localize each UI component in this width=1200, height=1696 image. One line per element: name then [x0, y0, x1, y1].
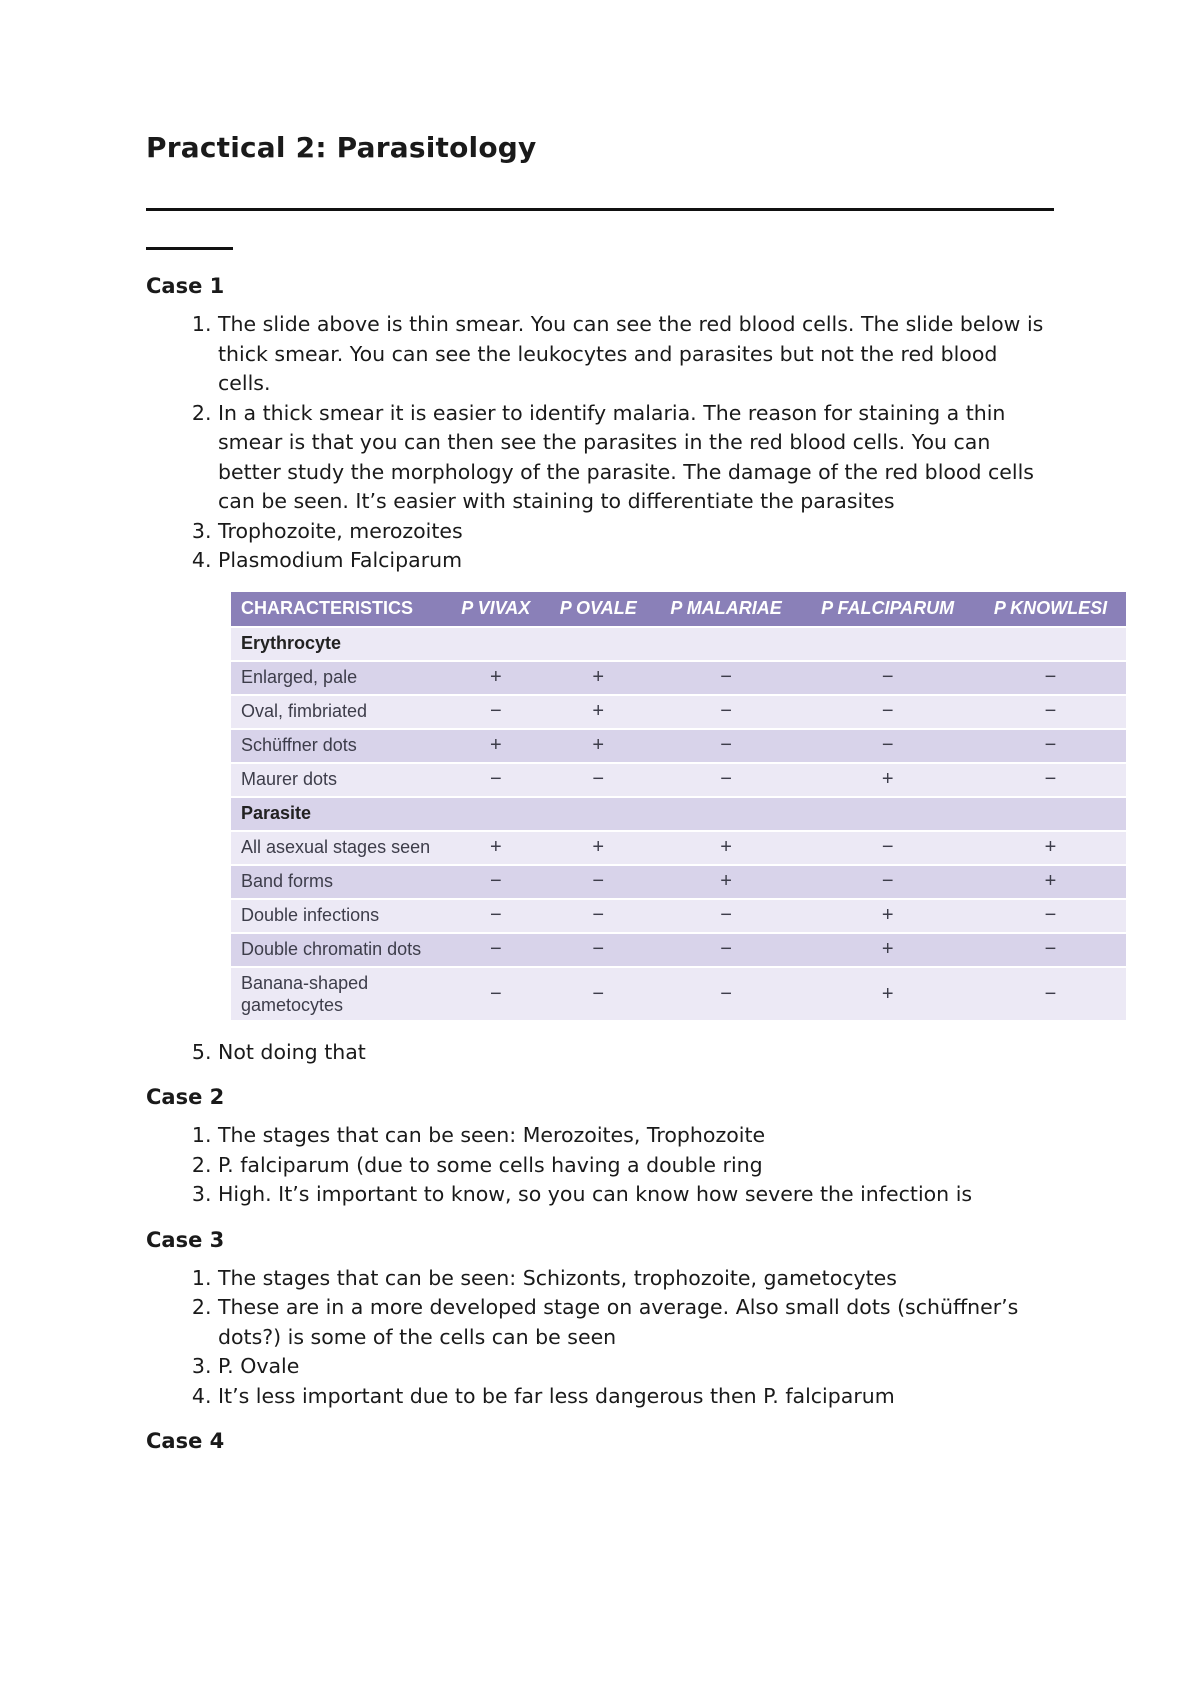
row-label: Double infections — [231, 900, 447, 932]
list-item: 4. It’s less important due to be far less dangerous then P. falciparum — [218, 1382, 1056, 1412]
list-item: 1. The slide above is thin smear. You can see the red blood cells. The slide below is thick smear. You can see the leukocytes and parasites but not the red blood cells. — [218, 310, 1056, 399]
table-header-cell: P FALCIPARUM — [800, 592, 975, 626]
table-row — [231, 866, 1126, 898]
table-cell: + — [652, 866, 801, 898]
list-item: 1. The stages that can be seen: Merozoites, Trophozoite — [218, 1121, 1056, 1151]
table-cell: − — [545, 764, 652, 796]
table-row — [231, 696, 1126, 728]
table-cell: − — [652, 662, 801, 694]
table-cell: − — [545, 934, 652, 966]
table-cell: − — [652, 968, 801, 1020]
table-cell: − — [652, 900, 801, 932]
table-cell: + — [447, 730, 545, 762]
title-rule — [146, 208, 1054, 211]
table-cell: − — [800, 832, 975, 864]
table-row — [231, 764, 1126, 796]
table-row — [231, 662, 1126, 694]
list-item: 2. In a thick smear it is easier to identify malaria. The reason for staining a thin smear is that you can then see the parasites in the red blood cells. You can better study the morphology of the parasite. The damage of the red blood cells can be seen. It’s easier with staining to differentiate the parasites — [218, 399, 1056, 517]
table-cell: + — [800, 968, 975, 1020]
table-cell: + — [800, 900, 975, 932]
case-1-answers-continued — [146, 1038, 1056, 1068]
table-section-row — [231, 628, 1126, 660]
table-row — [231, 968, 1126, 1020]
table-header-cell: P MALARIAE — [652, 592, 801, 626]
table-cell: − — [652, 696, 801, 728]
table-cell: − — [652, 934, 801, 966]
row-label: Schüffner dots — [231, 730, 447, 762]
table-cell: − — [975, 900, 1126, 932]
table-cell: − — [447, 866, 545, 898]
list-item: 3. High. It’s important to know, so you can know how severe the infection is — [218, 1180, 1056, 1210]
table-cell: − — [800, 696, 975, 728]
table-cell: − — [447, 934, 545, 966]
table-cell: − — [800, 866, 975, 898]
list-item: 2. These are in a more developed stage on average. Also small dots (schüffner’s dots?) is some of the cells can be seen — [218, 1293, 1056, 1352]
table-cell: + — [447, 832, 545, 864]
table-cell: + — [975, 832, 1126, 864]
table-cell: − — [545, 968, 652, 1020]
table-cell: + — [800, 764, 975, 796]
section-label-parasite: Parasite — [231, 798, 447, 830]
list-item: 1. The stages that can be seen: Schizonts, trophozoite, gametocytes — [218, 1264, 1056, 1294]
table-cell: − — [545, 866, 652, 898]
list-item: 3. P. Ovale — [218, 1352, 1056, 1382]
table-header-cell: P VIVAX — [447, 592, 545, 626]
table-cell: − — [545, 900, 652, 932]
list-item: 4. Plasmodium Falciparum — [218, 546, 1056, 576]
table-row — [231, 730, 1126, 762]
table-cell: − — [975, 764, 1126, 796]
table-cell: + — [652, 832, 801, 864]
table-cell: + — [545, 696, 652, 728]
table-cell: − — [447, 968, 545, 1020]
document-page — [146, 130, 1108, 1455]
document-title: Practical 2: Parasitology — [146, 131, 537, 164]
table-header-row — [231, 592, 1126, 626]
section-label-erythrocyte: Erythrocyte — [231, 628, 447, 660]
table-cell: + — [545, 662, 652, 694]
table-cell: − — [975, 730, 1126, 762]
table-header-cell: P OVALE — [545, 592, 652, 626]
case-3-heading: Case 3 — [146, 1227, 225, 1252]
table-cell: + — [447, 662, 545, 694]
row-label: Oval, fimbriated — [231, 696, 447, 728]
table-cell: − — [975, 662, 1126, 694]
case-2-heading: Case 2 — [146, 1085, 225, 1109]
table-row — [231, 900, 1126, 932]
case-1-answers — [146, 310, 1056, 576]
table-cell: + — [545, 832, 652, 864]
table-cell: − — [800, 730, 975, 762]
table-cell: − — [652, 730, 801, 762]
characteristics-table — [231, 590, 1126, 1022]
case-4-heading: Case 4 — [146, 1429, 225, 1453]
list-item: 5. Not doing that — [218, 1038, 1056, 1068]
table-cell: + — [545, 730, 652, 762]
table-cell: − — [800, 662, 975, 694]
table-cell: − — [975, 934, 1126, 966]
table-cell: − — [447, 764, 545, 796]
table-cell: − — [447, 900, 545, 932]
row-label: Band forms — [231, 866, 447, 898]
case-1-heading: Case 1 — [146, 274, 225, 298]
table-cell: + — [975, 866, 1126, 898]
row-label: All asexual stages seen — [231, 832, 447, 864]
list-item: 3. Trophozoite, merozoites — [218, 517, 1056, 547]
table-row — [231, 934, 1126, 966]
table-cell: − — [447, 696, 545, 728]
title-rule-continuation — [146, 247, 233, 250]
table-header-cell: CHARACTERISTICS — [231, 592, 447, 626]
table-cell: + — [800, 934, 975, 966]
table-row — [231, 832, 1126, 864]
list-item: 2. P. falciparum (due to some cells having a double ring — [218, 1151, 1056, 1181]
row-label: Double chromatin dots — [231, 934, 447, 966]
characteristics-table-figure — [231, 590, 1126, 1022]
table-cell: − — [975, 696, 1126, 728]
table-cell: − — [652, 764, 801, 796]
row-label: Banana-shaped gametocytes — [231, 968, 447, 1020]
table-header-cell: P KNOWLESI — [975, 592, 1126, 626]
table-section-row — [231, 798, 1126, 830]
case-2-answers — [146, 1121, 1056, 1210]
row-label: Maurer dots — [231, 764, 447, 796]
case-3-answers — [146, 1264, 1056, 1412]
row-label: Enlarged, pale — [231, 662, 447, 694]
table-cell: − — [975, 968, 1126, 1020]
